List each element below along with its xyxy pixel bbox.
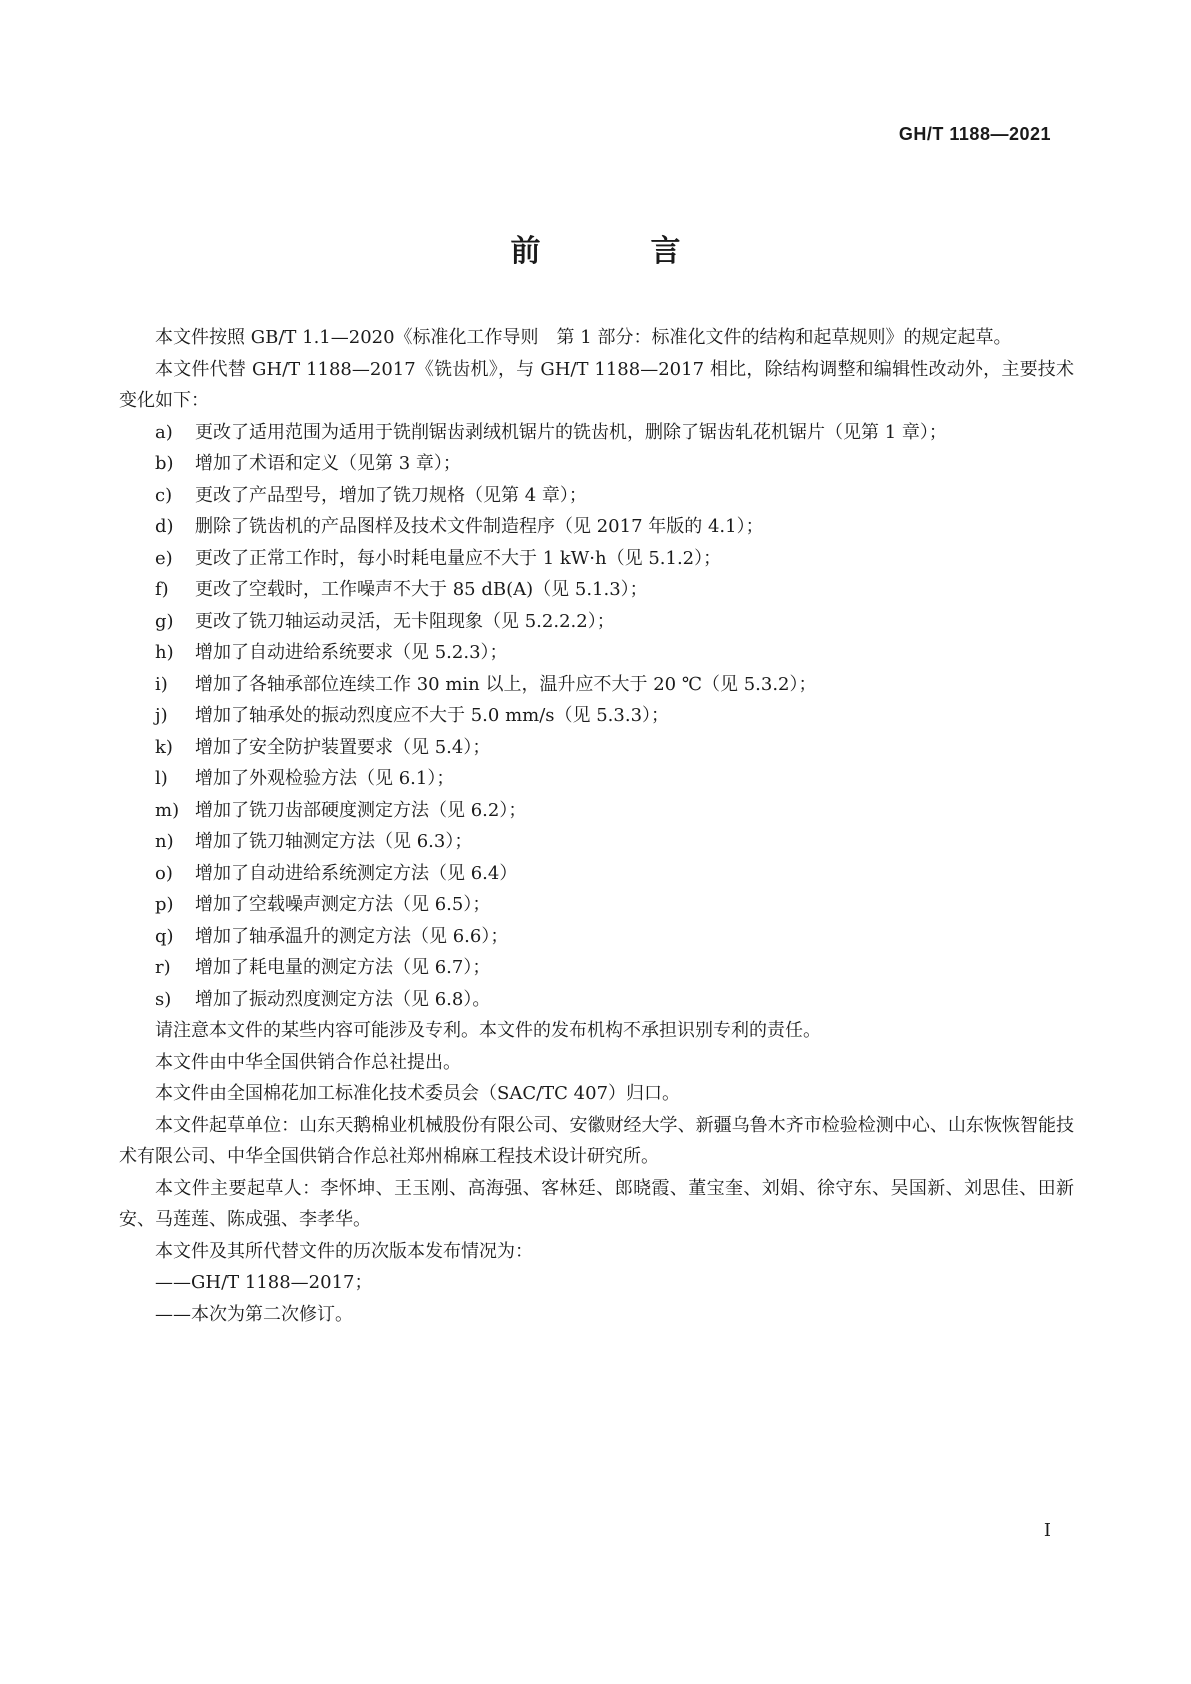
list-item — [119, 984, 1074, 1016]
list-item-text: 删除了铣齿机的产品图样及技术文件制造程序（见 2017 年版的 4.1）； — [195, 516, 764, 537]
list-item-text: 增加了振动烈度测定方法（见 6.8）。 — [195, 988, 491, 1010]
list-item-text: 增加了轴承温升的测定方法（见 6.6）； — [195, 925, 509, 947]
list-item-label: q) — [155, 925, 174, 947]
intro-paragraph: 本文件代替 GH/T 1188—2017《铣齿机》，与 GH/T 1188—2017 相比，除结构调整和编辑性改动外，主要技术变化如下： — [119, 358, 1074, 411]
list-item-text: 增加了自动进给系统要求（见 5.2.3）； — [195, 642, 508, 663]
list-item-text: 更改了适用范围为适用于铣削锯齿剥绒机锯片的铣齿机，删除了锯齿轧花机锯片（见第 1 章）； — [195, 421, 947, 443]
list-item-text: 增加了铣刀齿部硬度测定方法（见 6.2）； — [195, 799, 527, 821]
list-item — [119, 952, 1074, 984]
list-item-label: d) — [155, 516, 174, 537]
list-item — [119, 763, 1074, 795]
technical-changes-list — [119, 417, 1074, 1016]
list-item-label: r) — [155, 957, 171, 978]
list-item-label: o) — [155, 862, 173, 884]
list-item — [119, 543, 1074, 575]
list-item-label: k) — [155, 736, 173, 758]
list-item-label: j) — [155, 705, 168, 726]
list-item-text: 增加了各轴承部位连续工作 30 min 以上，温升应不大于 20 ℃（见 5.3.2）； — [195, 673, 817, 695]
list-item — [119, 606, 1074, 638]
foreword-body — [119, 322, 1074, 1330]
list-item — [119, 417, 1074, 449]
drafting-units-paragraph: 本文件起草单位：山东天鹅棉业机械股份有限公司、安徽财经大学、新疆乌鲁木齐市检验检测中心、山东恢恢智能技术有限公司、中华全国供销合作总社郑州棉麻工程技术设计研究所。 — [119, 1114, 1074, 1167]
list-item-text: 增加了安全防护装置要求（见 5.4）； — [195, 736, 491, 758]
list-item — [119, 700, 1074, 732]
list-item-label: l) — [155, 768, 168, 789]
list-item-label: c) — [155, 484, 173, 506]
list-item-text: 增加了外观检验方法（见 6.1）； — [195, 768, 455, 789]
list-item-label: a) — [155, 421, 173, 443]
list-item-text: 更改了铣刀轴运动灵活，无卡阻现象（见 5.2.2.2）； — [195, 610, 615, 632]
list-item-label: g) — [155, 610, 174, 632]
list-item — [119, 732, 1074, 764]
list-item-text: 增加了耗电量的测定方法（见 6.7）； — [195, 957, 491, 978]
list-item-text: 增加了铣刀轴测定方法（见 6.3）； — [195, 831, 473, 852]
standard-number: GH/T 1188—2021 — [898, 124, 1051, 144]
patent-notice: 请注意本文件的某些内容可能涉及专利。本文件的发布机构不承担识别专利的责任。 — [155, 1020, 821, 1041]
history-item: ——GH/T 1188—2017； — [155, 1272, 373, 1293]
list-item-label: p) — [155, 894, 174, 915]
list-item-text: 增加了轴承处的振动烈度应不大于 5.0 mm/s（见 5.3.3）； — [195, 705, 670, 726]
list-item-label: f) — [155, 579, 169, 600]
list-item — [119, 669, 1074, 701]
list-item-text: 增加了自动进给系统测定方法（见 6.4） — [195, 862, 518, 884]
list-item-label: i) — [155, 673, 168, 695]
drafters-paragraph: 本文件主要起草人：李怀坤、王玉刚、高海强、客林廷、郎晓霞、董宝奎、刘娟、徐守东、吴国新、刘思佳、田新安、马莲莲、陈成强、李孝华。 — [119, 1177, 1074, 1230]
list-item — [119, 511, 1074, 543]
list-item-label: h) — [155, 642, 174, 663]
list-item — [119, 826, 1074, 858]
list-item-text: 增加了空载噪声测定方法（见 6.5）； — [195, 894, 491, 915]
page-number: I — [1043, 1520, 1051, 1541]
list-item-text: 更改了空载时，工作噪声不大于 85 dB(A)（见 5.1.3）； — [195, 579, 648, 600]
history-item: ——本次为第二次修订。 — [155, 1303, 353, 1325]
list-item — [119, 921, 1074, 953]
list-item — [119, 574, 1074, 606]
history-intro-paragraph: 本文件及其所代替文件的历次版本发布情况为： — [155, 1240, 533, 1262]
list-item — [119, 795, 1074, 827]
list-item — [119, 448, 1074, 480]
list-item-label: n) — [155, 831, 174, 852]
list-item-label: b) — [155, 453, 174, 474]
list-item — [119, 858, 1074, 890]
proposer-paragraph: 本文件由中华全国供销合作总社提出。 — [155, 1051, 461, 1073]
list-item — [119, 637, 1074, 669]
list-item — [119, 480, 1074, 512]
list-item-label: e) — [155, 547, 173, 569]
list-item-text: 更改了正常工作时，每小时耗电量应不大于 1 kW·h（见 5.1.2）； — [195, 547, 722, 569]
committee-paragraph: 本文件由全国棉花加工标准化技术委员会（SAC/TC 407）归口。 — [155, 1083, 681, 1104]
list-item-label: m) — [155, 799, 180, 821]
page-title: 前 言 — [510, 234, 721, 269]
list-item-label: s) — [155, 988, 172, 1010]
intro-paragraph: 本文件按照 GB/T 1.1—2020《标准化工作导则 第 1 部分：标准化文件的结构和起草规则》的规定起草。 — [155, 327, 1012, 348]
list-item — [119, 889, 1074, 921]
list-item-text: 更改了产品型号，增加了铣刀规格（见第 4 章）； — [195, 484, 587, 506]
list-item-text: 增加了术语和定义（见第 3 章）； — [195, 453, 461, 474]
